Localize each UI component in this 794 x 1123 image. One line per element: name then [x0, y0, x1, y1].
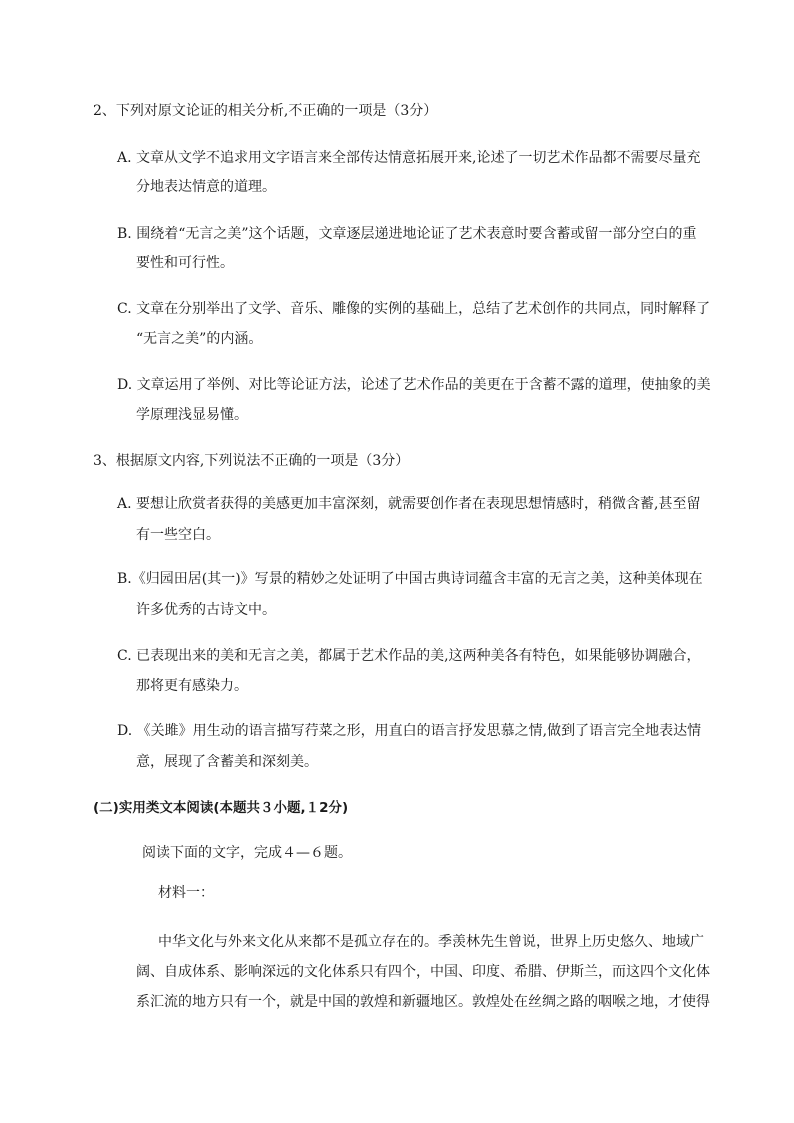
question-2-option-d-continued: 学原理浅显易懂。: [136, 407, 248, 423]
question-3-option-b-continued: 许多优秀的古诗文中。: [136, 602, 276, 618]
question-2-option-d: D. 文章运用了举例、对比等论证方法，论述了艺术作品的美更在于含蓄不露的道理，使抽象的美: [117, 377, 711, 393]
question-3-option-c: C. 已表现出来的美和无言之美，都属于艺术作品的美,这两种美各有特色，如果能够协调融合，: [117, 648, 701, 664]
question-3-option-c-continued: 那将更有感染力。: [136, 678, 248, 694]
material-paragraph-line-2: 阔、自成体系、影响深远的文化体系只有四个，中国、印度、希腊、伊斯兰，而这四个文化体: [136, 964, 710, 980]
question-2-option-b: B. 围绕着“无言之美”这个话题，文章逐层递进地论证了艺术表意时要含蓄或留一部分空白的重: [117, 226, 697, 242]
question-2-option-c: C. 文章在分别举出了文学、音乐、雕像的实例的基础上，总结了艺术创作的共同点，同时解释了: [117, 301, 711, 317]
question-2-option-a: A. 文章从文学不追求用文字语言来全部传达情意拓展开来,论述了一切艺术作品都不需要尽量充: [117, 150, 701, 166]
material-label: 材料一：: [158, 885, 214, 901]
section-title: (二)实用类文本阅读(本题共３小题,１2分): [93, 800, 349, 816]
reading-instruction: 阅读下面的文字，完成４—６题。: [142, 845, 352, 861]
question-3-option-d: D. 《关雎》用生动的语言描写荇菜之形，用直白的语言抒发思慕之情,做到了语言完全地表达情: [117, 723, 702, 739]
question-3-option-a: A. 要想让欣赏者获得的美感更加丰富深刻，就需要创作者在表现思想情感时，稍微含蓄,甚至留: [117, 496, 701, 512]
question-3-option-a-continued: 有一些空白。: [136, 527, 220, 543]
question-2-option-c-continued: “无言之美”的内涵。: [136, 331, 263, 347]
question-3-stem: 3、根据原文内容,下列说法不正确的一项是（3分）: [93, 453, 410, 469]
question-3-option-d-continued: 意，展现了含蓄美和深刻美。: [136, 754, 318, 770]
question-2-option-a-continued: 分地表达情意的道理。: [136, 179, 276, 195]
question-2-option-b-continued: 要性和可行性。: [136, 255, 234, 271]
material-paragraph-line-3: 系汇流的地方只有一个，就是中国的敦煌和新疆地区。敦煌处在丝绸之路的咽喉之地，才使得: [136, 994, 710, 1010]
question-2-stem: 2、下列对原文论证的相关分析,不正确的一项是（3分）: [93, 103, 438, 119]
material-paragraph-line-1: 中华文化与外来文化从来都不是孤立存在的。季羡林先生曾说，世界上历史悠久、地域广: [158, 934, 704, 950]
question-3-option-b: B.《归园田居(其一)》写景的精妙之处证明了中国古典诗词蕴含丰富的无言之美，这种美体现在: [117, 571, 703, 587]
